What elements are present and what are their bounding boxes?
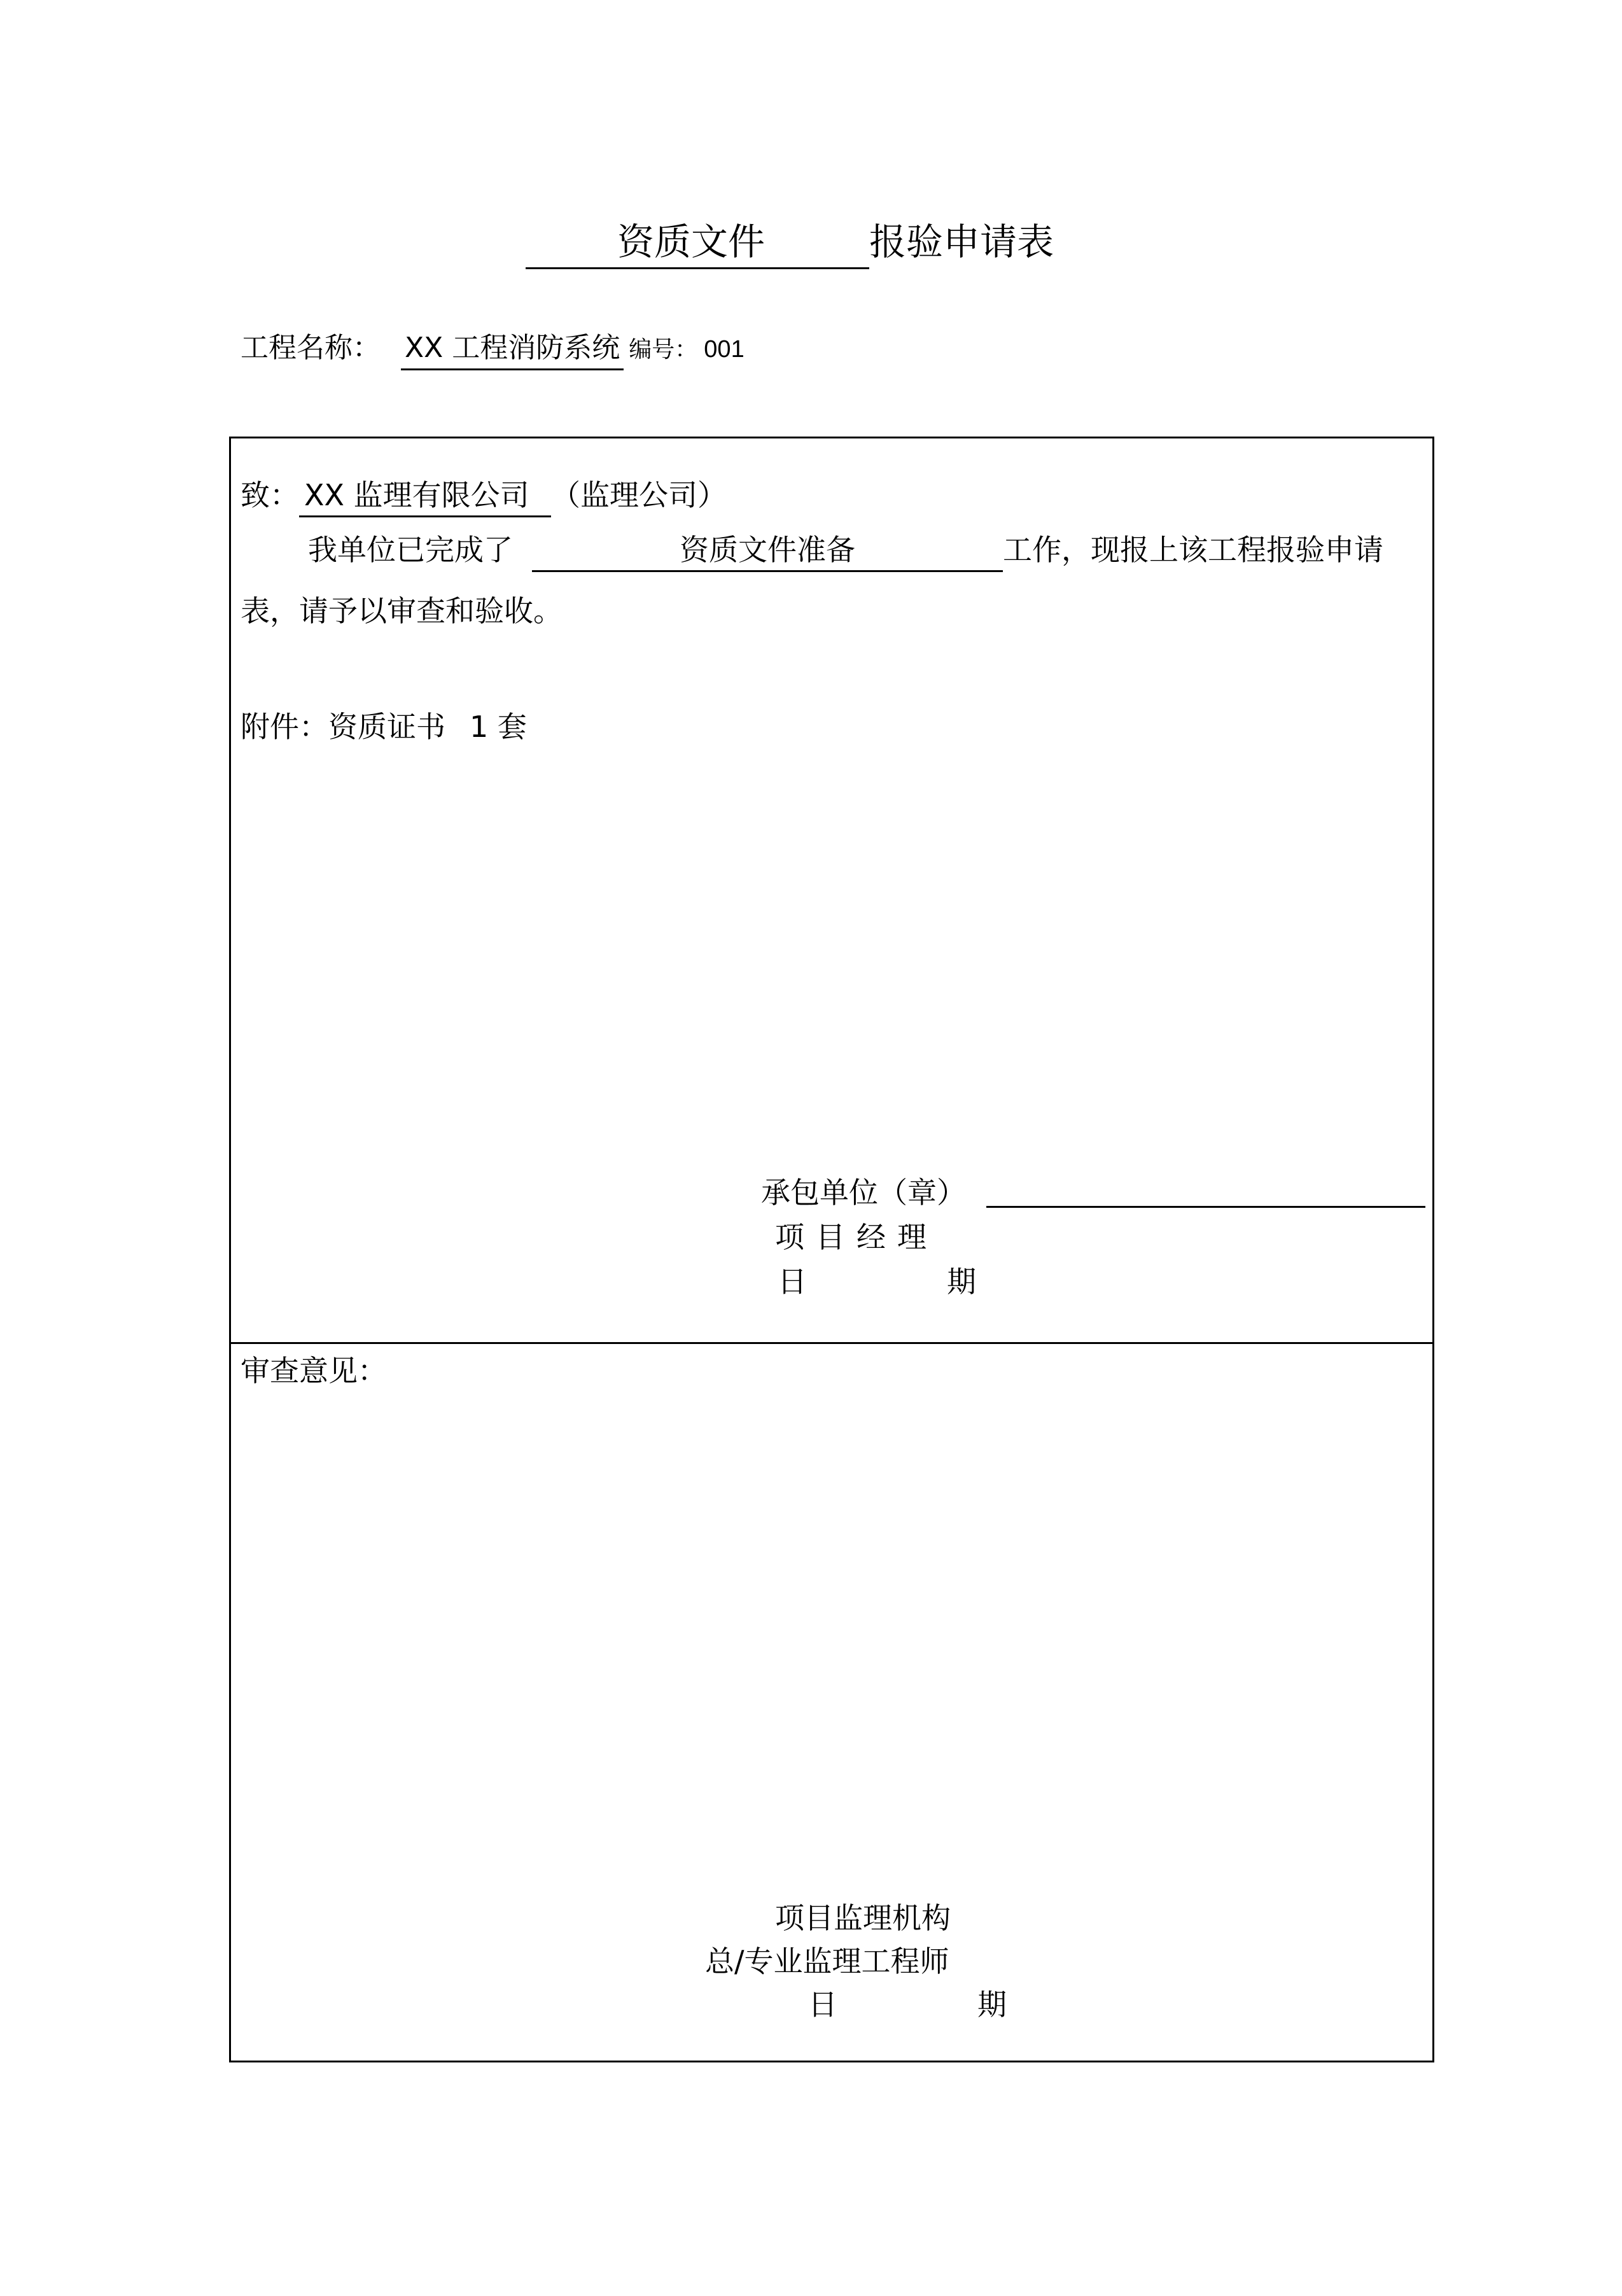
serial-value: 001 bbox=[704, 336, 745, 363]
attachment-label: 附件：资质证书 bbox=[241, 710, 445, 744]
title-underlined-part: 资质文件 bbox=[526, 216, 869, 269]
statement-suffix: 工作，现报上该工程报验申请 bbox=[1003, 533, 1383, 567]
statement-line-1 bbox=[308, 529, 1383, 572]
statement-prefix: 我单位已完成了 bbox=[308, 533, 513, 567]
form-title bbox=[526, 216, 1054, 269]
to-label: 致： bbox=[241, 478, 299, 512]
date-char-qi: 期 bbox=[947, 1264, 976, 1299]
attachment-line bbox=[241, 706, 527, 747]
attachment-quantity: 1 套 bbox=[470, 710, 527, 744]
statement-line-2: 表，请予以审查和验收。 bbox=[241, 594, 563, 628]
date-char-ri: 日 bbox=[778, 1264, 807, 1299]
serial-label: 编号： bbox=[629, 337, 698, 363]
work-item-value: 资质文件准备 bbox=[532, 529, 1003, 572]
supervision-org-label: 项目监理机构 bbox=[775, 1901, 951, 1935]
project-name-value: XX 工程消防系统 bbox=[401, 328, 624, 370]
addressee-value: XX 监理有限公司 bbox=[299, 475, 551, 517]
review-opinion-label: 审查意见： bbox=[241, 1354, 387, 1388]
addressee-suffix: （监理公司） bbox=[551, 478, 727, 512]
project-manager-label: 项目经理 bbox=[775, 1220, 938, 1254]
contractor-seal-label: 承包单位（章） bbox=[761, 1175, 966, 1210]
review-date-label bbox=[808, 1984, 1007, 2025]
date-char-qi: 期 bbox=[977, 1987, 1007, 2022]
project-name-label: 工程名称： bbox=[241, 332, 381, 364]
title-suffix: 报验申请表 bbox=[869, 220, 1054, 263]
addressee-line bbox=[241, 475, 727, 517]
date-char-ri: 日 bbox=[808, 1987, 837, 2022]
supervising-engineer-label: 总/专业监理工程师 bbox=[705, 1944, 949, 1978]
project-info-line bbox=[241, 328, 745, 370]
contractor-signature-line bbox=[986, 1206, 1425, 1208]
contractor-date-label bbox=[778, 1261, 976, 1302]
